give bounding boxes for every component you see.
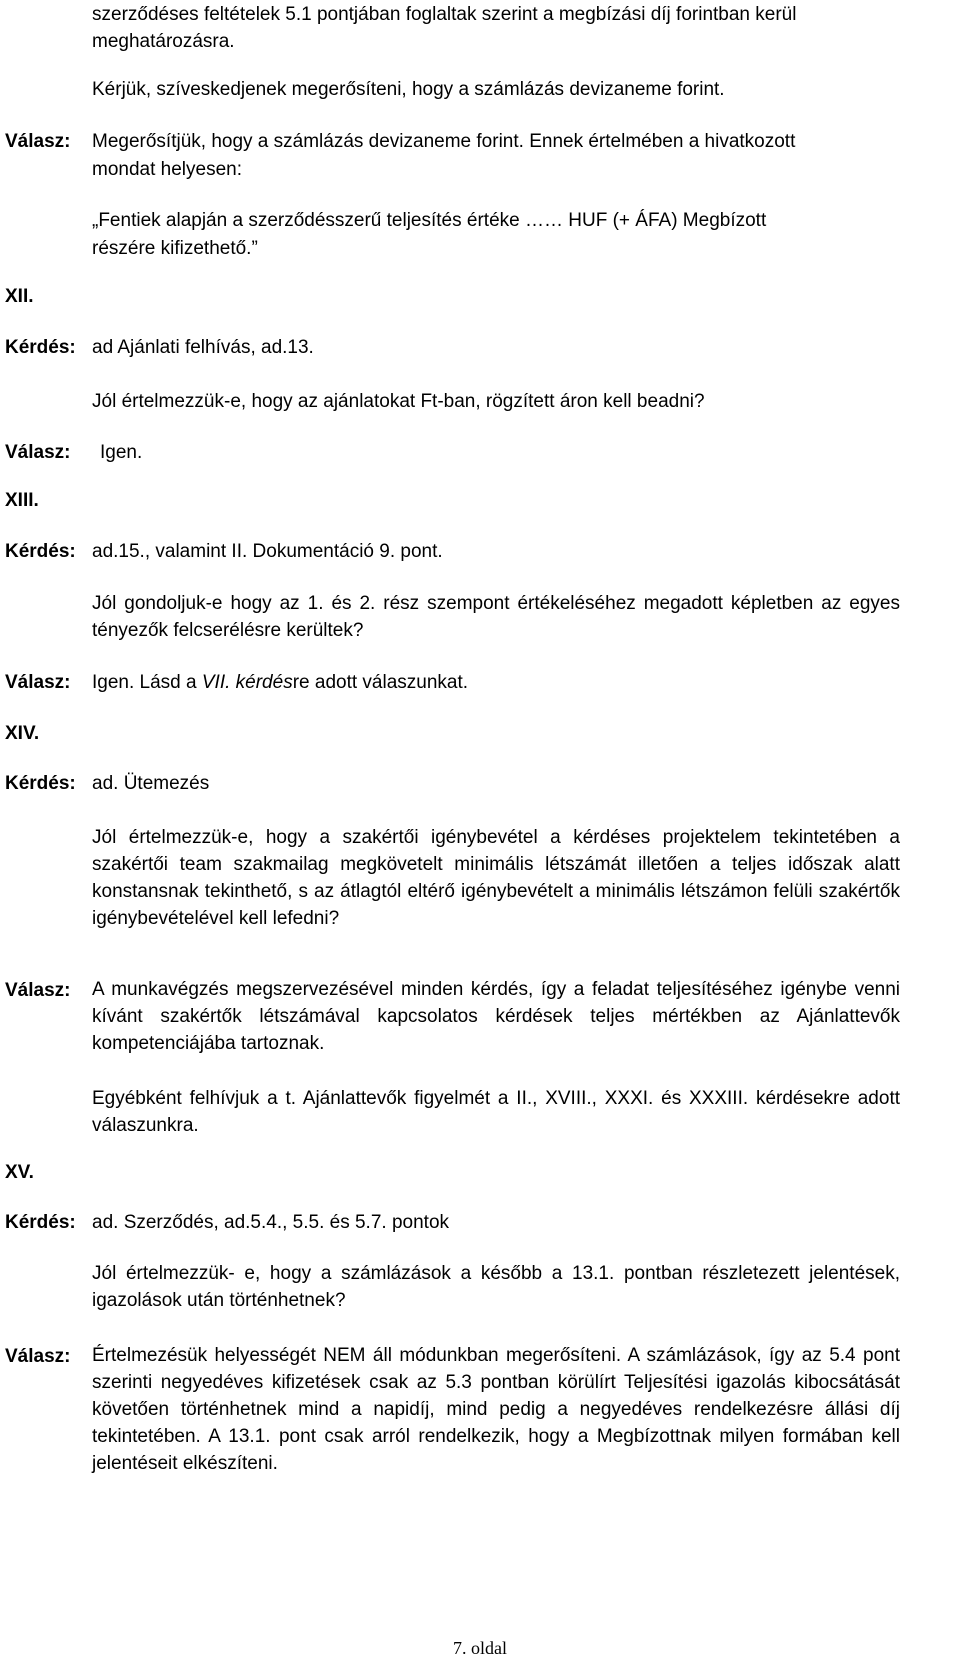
question-label: Kérdés: [5,1212,76,1233]
question-reference: ad. Szerződés, ad.5.4., 5.5. és 5.7. pontok [92,1212,450,1233]
section-number: XIV. [5,723,40,744]
answer-label: Válasz: [5,1346,71,1367]
question-reference: ad.15., valamint II. Dokumentáció 9. pont. [92,541,443,562]
question-text: Jól értelmezzük-e, hogy az ajánlatokat Ft-ban, rögzített áron kell beadni? [92,391,705,412]
question-text: Jól értelmezzük-e, hogy a szakértői igénybevétel a kérdéses projektelem tekintetében a szakértői team szakmailag megkövetelt minimális létszámát illetően a teljes időszak alatt konstansnak tekinthető, s az átlagtól eltérő igénybevételt a minimális létszámon felüli szakértők igénybevételével kell lefedni? [92,827,900,929]
answer-label: Válasz: [5,442,71,463]
answer-label: Válasz: [5,672,71,693]
question-label: Kérdés: [5,773,76,794]
question-label: Kérdés: [5,337,76,358]
answer-text: Értelmezésük helyességét NEM áll módunkban megerősíteni. A számlázások, így az 5.4 pont szerinti negyedéves kifizetések csak az 5.3 pontban körülírt Teljesítési igazolás kibocsátását követően történhetnek mind a napidíj, mind pedig a negyedéves rendelkezésre állási díj tekintetében. A 13.1. pont csak arról rendelkezik, hogy a Megbízottnak milyen formában kell jelentéseit elkészíteni. [92,1345,900,1474]
section-number: XV. [5,1162,34,1183]
quoted-sentence-line-2: részére kifizethető.” [92,238,258,259]
answer-reference: VII. kérdés [201,672,293,693]
answer-text: A munkavégzés megszervezésével minden kérdés, így a feladat teljesítéséhez igénybe venni kívánt szakértők létszámával kapcsolatos kérdések teljes mértékben az Ajánlattevők kompetenciájába tartoznak. [92,979,900,1054]
answer-text: Igen. [100,442,143,463]
answer-label: Válasz: [5,131,71,152]
answer-text: Igen. Lásd a VII. kérdésre adott válaszunkat. [92,672,469,693]
answer-label: Válasz: [5,980,71,1001]
question-reference: ad Ajánlati felhívás, ad.13. [92,337,314,358]
question-reference: ad. Ütemezés [92,773,210,794]
question-label: Kérdés: [5,541,76,562]
question-text: Jól értelmezzük- e, hogy a számlázások a később a 13.1. pontban részletezett jelentések, igazolások után történhetnek? [92,1263,900,1311]
section-number: XII. [5,286,34,307]
intro-line-2: meghatározásra. [92,31,235,52]
answer-note: Egyébként felhívjuk a t. Ajánlattevők figyelmét a II., XVIII., XXXI. és XXXIII. kérdésekre adott válaszunkra. [92,1088,900,1136]
answer-text-line-2: mondat helyesen: [92,159,242,180]
page-number: 7. oldal [453,1638,507,1658]
quoted-sentence-line-1: „Fentiek alapján a szerződésszerű teljesítés értéke …… HUF (+ ÁFA) Megbízott [92,210,767,231]
section-number: XIII. [5,490,39,511]
intro-line-1: szerződéses feltételek 5.1 pontjában foglaltak szerint a megbízási díj forintban kerül [92,4,797,25]
intro-line-3: Kérjük, szíveskedjenek megerősíteni, hogy a számlázás devizaneme forint. [92,79,725,100]
question-text: Jól gondoljuk-e hogy az 1. és 2. rész szempont értékeléséhez megadott képletben az egyes tényezők felcserélésre kerültek? [92,593,900,641]
answer-text-line-1: Megerősítjük, hogy a számlázás devizaneme forint. Ennek értelmében a hivatkozott [92,131,796,152]
